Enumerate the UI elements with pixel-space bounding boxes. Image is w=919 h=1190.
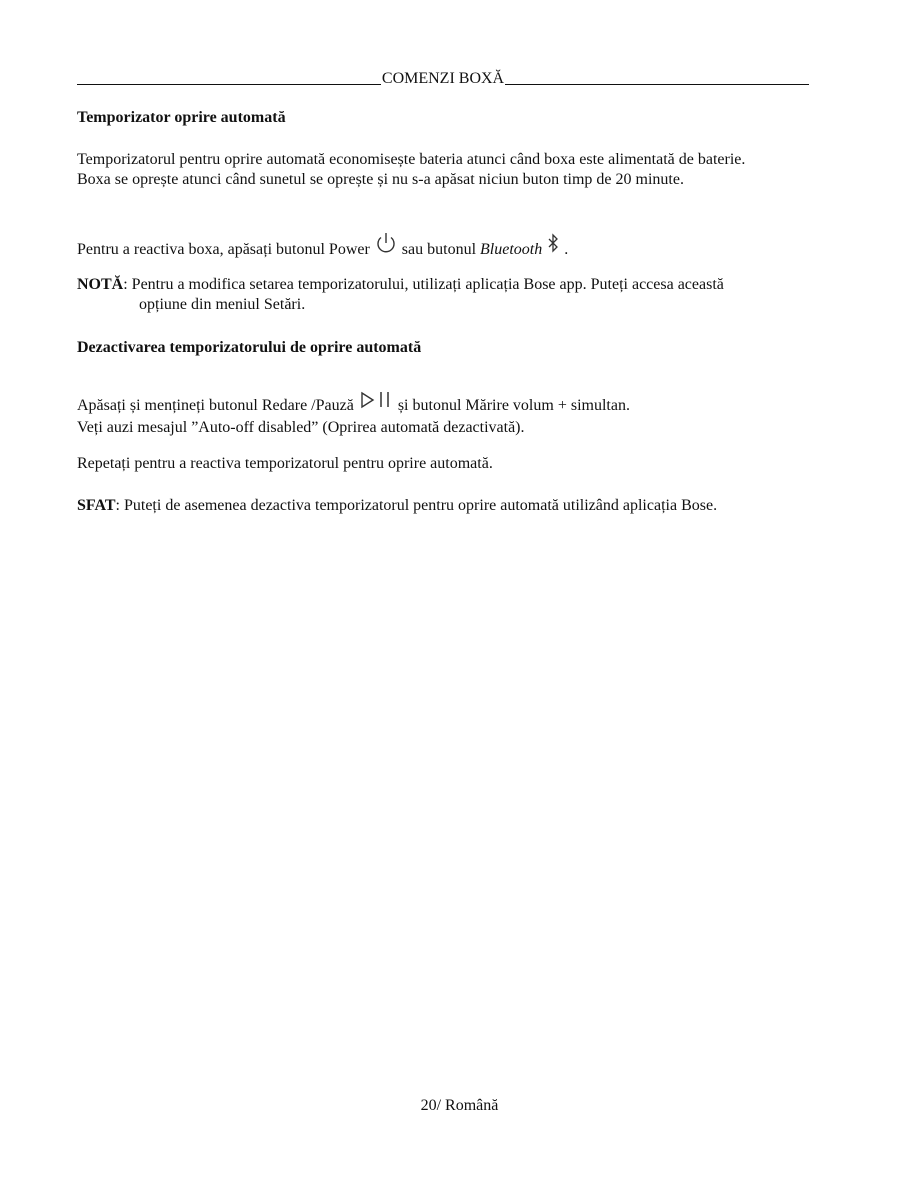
note-block	[77, 275, 857, 315]
page-title: COMENZI BOXĂ	[381, 70, 505, 87]
bluetooth-label: Bluetooth	[480, 241, 543, 258]
section-heading-disable: Dezactivarea temporizatorului de oprire automată	[77, 339, 422, 356]
description-line-2: Boxa se oprește atunci când sunetul se oprește și nu s-a apăsat niciun buton timp de 20 minute.	[77, 171, 684, 188]
instr-suffix: și butonul Mărire volum + simultan.	[397, 397, 630, 414]
play-pause-icon	[358, 390, 394, 418]
section-heading-auto-off: Temporizator oprire automată	[77, 109, 286, 126]
power-icon	[374, 232, 398, 262]
header-rule-left	[77, 84, 381, 85]
note-line-1: : Pentru a modifica setarea temporizatorului, utilizați aplicația Bose app. Puteți accesa această	[123, 276, 724, 293]
note-label: NOTĂ	[77, 276, 124, 293]
reactivate-middle: sau butonul	[401, 241, 481, 258]
tip-block	[77, 496, 857, 516]
instr-prefix: Apăsați și mențineți butonul Redare /Pauză	[77, 397, 358, 414]
reactivate-prefix: Pentru a reactiva boxa, apăsați butonul Power	[77, 241, 374, 258]
description-line-1: Temporizatorul pentru oprire automată economisește bateria atunci când boxa este alimentată de baterie.	[77, 151, 746, 168]
instr-line-2: Veți auzi mesajul ”Auto-off disabled” (Oprirea automată dezactivată).	[77, 419, 525, 436]
page-number: 20/ Română	[420, 1097, 499, 1114]
reactivate-suffix: .	[564, 241, 569, 258]
repeat-instruction: Repetați pentru a reactiva temporizatorul pentru oprire automată.	[77, 455, 493, 472]
tip-text: : Puteți de asemenea dezactiva temporizatorul pentru oprire automată utilizând aplicația Bose.	[115, 497, 718, 514]
page-header	[77, 66, 809, 88]
disable-instruction	[77, 390, 857, 438]
bluetooth-icon	[546, 232, 560, 262]
note-line-2: opțiune din meniul Setări.	[139, 296, 306, 313]
tip-label: SFAT	[77, 497, 116, 514]
reactivate-instruction	[77, 232, 857, 262]
header-rule-right	[505, 84, 809, 85]
auto-off-description	[77, 150, 857, 190]
